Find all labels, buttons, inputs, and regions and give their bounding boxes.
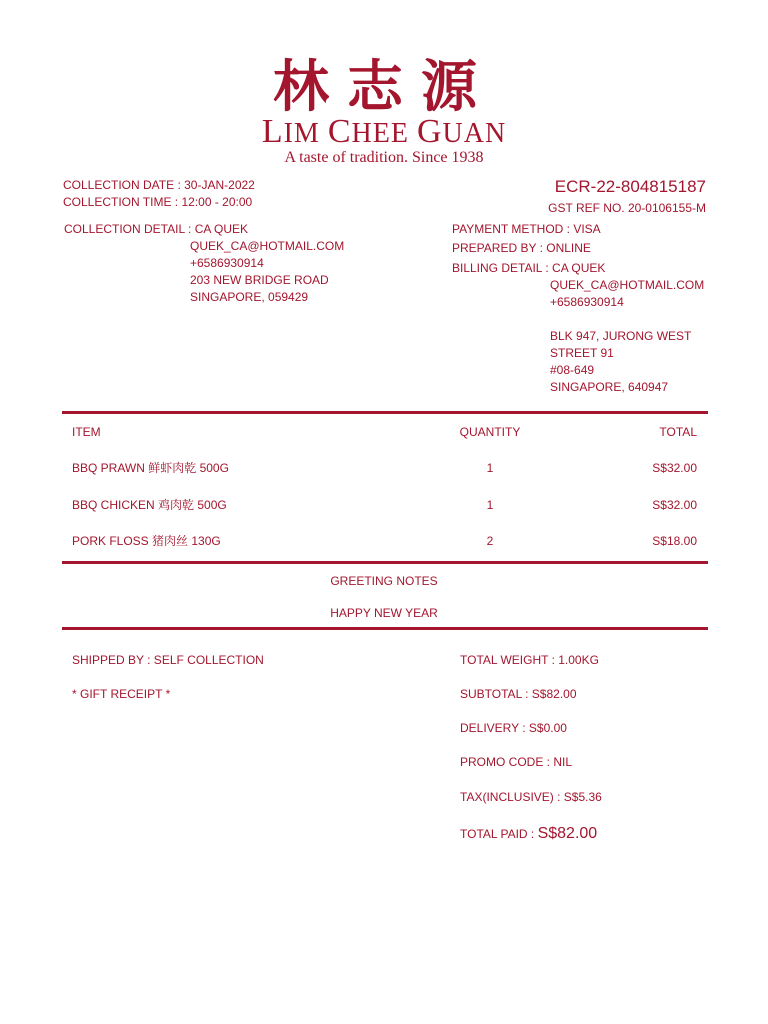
greeting-message: HAPPY NEW YEAR — [330, 606, 438, 620]
billing-address-1: BLK 947, JURONG WEST — [550, 329, 692, 343]
billing-detail-label: BILLING DETAIL : CA QUEK — [452, 261, 606, 275]
summary-divider — [62, 627, 708, 630]
billing-email: QUEK_CA@HOTMAIL.COM — [550, 278, 705, 292]
gift-receipt: * GIFT RECEIPT * — [72, 687, 171, 701]
collection-date: COLLECTION DATE : 30-JAN-2022 — [63, 178, 255, 192]
billing-city: SINGAPORE, 640947 — [550, 380, 669, 394]
row-1-quantity: 1 — [486, 461, 494, 475]
table-top-divider — [62, 411, 708, 414]
billing-unit: #08-649 — [550, 363, 595, 377]
brand-tagline: A taste of tradition. Since 1938 — [284, 149, 484, 166]
subtotal: SUBTOTAL : S$82.00 — [460, 687, 577, 701]
row-1-item: BBQ PRAWN 鲜虾肉乾 500G — [72, 461, 229, 475]
promo-code: PROMO CODE : NIL — [460, 755, 573, 769]
collection-city: SINGAPORE, 059429 — [190, 290, 309, 304]
header-item: ITEM — [72, 425, 101, 439]
delivery-fee: DELIVERY : S$0.00 — [460, 721, 567, 735]
logo-letter-c: C — [327, 113, 352, 150]
brand-english-logo — [0, 114, 768, 152]
shipped-by: SHIPPED BY : SELF COLLECTION — [72, 653, 264, 667]
collection-detail-label: COLLECTION DETAIL : CA QUEK — [64, 222, 249, 236]
row-2-quantity: 1 — [486, 498, 494, 512]
billing-phone: +6586930914 — [550, 295, 624, 309]
greeting-title: GREETING NOTES — [330, 574, 438, 588]
total-weight: TOTAL WEIGHT : 1.00KG — [460, 653, 599, 667]
brand-chinese-logo: 林志源 — [273, 54, 495, 120]
row-2-total: S$32.00 — [652, 498, 697, 512]
billing-address-2: STREET 91 — [550, 346, 614, 360]
row-3-total: S$18.00 — [652, 534, 697, 548]
total-paid-value: S$82.00 — [537, 825, 598, 842]
order-id: ECR-22-804815187 — [554, 177, 706, 196]
tax-inclusive: TAX(INCLUSIVE) : S$5.36 — [460, 790, 602, 804]
logo-text-part3: UAN — [442, 118, 507, 149]
row-3-quantity: 2 — [486, 534, 494, 548]
collection-phone: +6586930914 — [190, 256, 264, 270]
collection-email: QUEK_CA@HOTMAIL.COM — [190, 239, 345, 253]
row-2-item: BBQ CHICKEN 鸡肉乾 500G — [72, 498, 227, 512]
table-bottom-divider — [62, 561, 708, 564]
total-paid — [460, 823, 597, 845]
payment-method: PAYMENT METHOD : VISA — [452, 222, 601, 236]
logo-text-part2: HEE — [351, 118, 417, 149]
logo-letter-l: L — [261, 113, 284, 150]
gst-ref: GST REF NO. 20-0106155-M — [548, 201, 706, 215]
total-paid-label: TOTAL PAID : — [460, 827, 538, 841]
row-3-item: PORK FLOSS 猪肉丝 130G — [72, 534, 221, 548]
logo-text-part1: IM — [283, 118, 328, 149]
collection-address: 203 NEW BRIDGE ROAD — [190, 273, 329, 287]
header-total: TOTAL — [659, 425, 697, 439]
row-1-total: S$32.00 — [652, 461, 697, 475]
logo-letter-g: G — [416, 113, 443, 150]
header-quantity: QUANTITY — [459, 425, 521, 439]
collection-time: COLLECTION TIME : 12:00 - 20:00 — [63, 195, 253, 209]
prepared-by: PREPARED BY : ONLINE — [452, 241, 591, 255]
